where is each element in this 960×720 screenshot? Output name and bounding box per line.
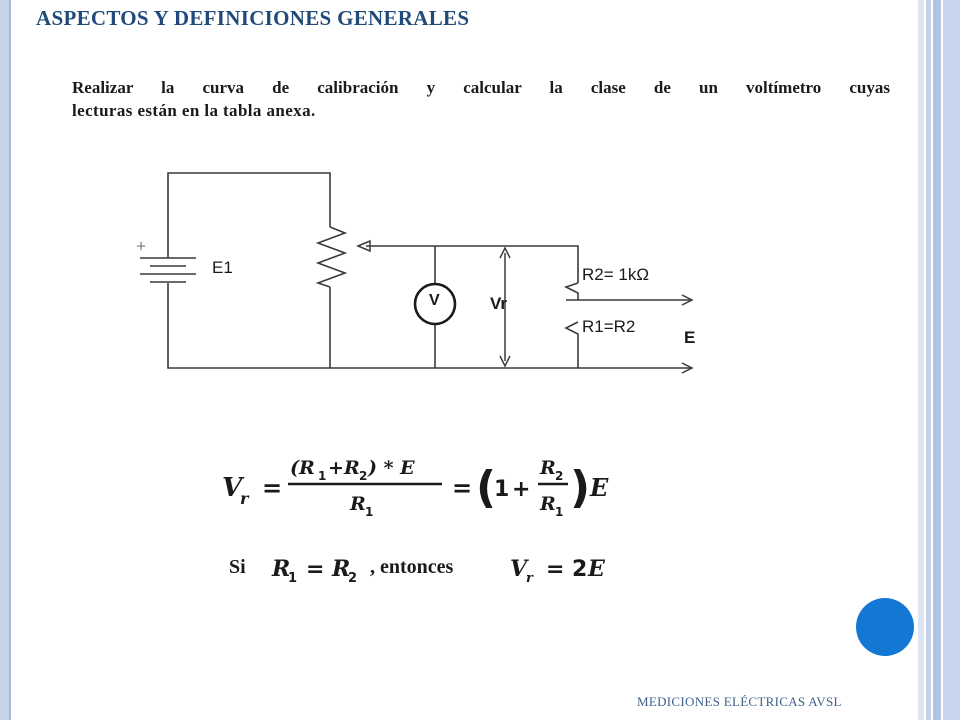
decorative-blue-circle bbox=[856, 598, 914, 656]
svg-text:=: = bbox=[306, 557, 325, 582]
svg-text:2: 2 bbox=[555, 469, 564, 483]
wire-top-left bbox=[168, 173, 330, 248]
battery-plus-label: + bbox=[136, 236, 147, 256]
svg-text:R: R bbox=[540, 493, 556, 515]
potentiometer bbox=[318, 227, 345, 287]
si-label: Si bbox=[229, 556, 246, 578]
svg-text:+: + bbox=[328, 457, 344, 479]
svg-text:R: R bbox=[344, 457, 360, 479]
svg-text:=: = bbox=[546, 557, 565, 582]
r2-label: R2= 1kΩ bbox=[582, 265, 650, 284]
svg-text:E: E bbox=[588, 556, 605, 582]
r1-label: R1=R2 bbox=[582, 317, 636, 336]
slide-title: ASPECTOS Y DEFINICIONES GENERALES bbox=[36, 6, 470, 30]
svg-text:2: 2 bbox=[348, 571, 358, 586]
svg-text:R: R bbox=[272, 556, 291, 582]
battery-icon bbox=[140, 248, 196, 282]
svg-text:+: + bbox=[512, 477, 531, 502]
svg-text:1: 1 bbox=[288, 571, 298, 586]
svg-text:1: 1 bbox=[365, 505, 374, 519]
wire-wiper bbox=[366, 246, 578, 283]
entonces-label: , entonces bbox=[370, 556, 454, 578]
resistor-r2 bbox=[566, 283, 578, 300]
svg-text:R: R bbox=[540, 457, 556, 479]
svg-text:): ) bbox=[570, 462, 591, 513]
svg-text:2: 2 bbox=[359, 469, 368, 483]
result-formula bbox=[508, 550, 618, 586]
svg-text:R: R bbox=[332, 556, 351, 582]
svg-text:r: r bbox=[526, 571, 533, 586]
svg-text:2: 2 bbox=[572, 557, 588, 582]
svg-text:(R: (R bbox=[290, 457, 315, 479]
svg-text:r: r bbox=[240, 489, 249, 508]
resistor-r1 bbox=[566, 322, 578, 368]
svg-text:=: = bbox=[262, 474, 283, 502]
svg-text:V: V bbox=[510, 556, 528, 582]
intro-text-line-1: Realizar la curva de calibración y calcular la clase de un voltímetro cuyas bbox=[72, 78, 890, 97]
svg-text:) * E: ) * E bbox=[368, 457, 415, 479]
battery-label: E1 bbox=[212, 258, 233, 277]
svg-text:1: 1 bbox=[318, 469, 327, 483]
intro-text-line-2: lecturas están en la tabla anexa. bbox=[72, 101, 316, 120]
condition-formula bbox=[270, 550, 370, 586]
svg-text:=: = bbox=[452, 474, 473, 502]
voltage-ratio-formula bbox=[220, 448, 620, 528]
svg-text:1: 1 bbox=[555, 505, 564, 519]
wire-bottom bbox=[168, 283, 578, 368]
e-label: E bbox=[684, 328, 696, 347]
svg-text:V: V bbox=[222, 473, 243, 503]
svg-text:R: R bbox=[350, 493, 366, 515]
svg-text:1: 1 bbox=[494, 477, 510, 502]
svg-text:(: ( bbox=[476, 462, 497, 513]
svg-text:E: E bbox=[590, 473, 609, 502]
vr-label: Vr bbox=[490, 294, 508, 313]
footer-text: MEDICIONES ELÉCTRICAS AVSL bbox=[637, 694, 842, 709]
voltmeter-label: V bbox=[429, 292, 440, 309]
